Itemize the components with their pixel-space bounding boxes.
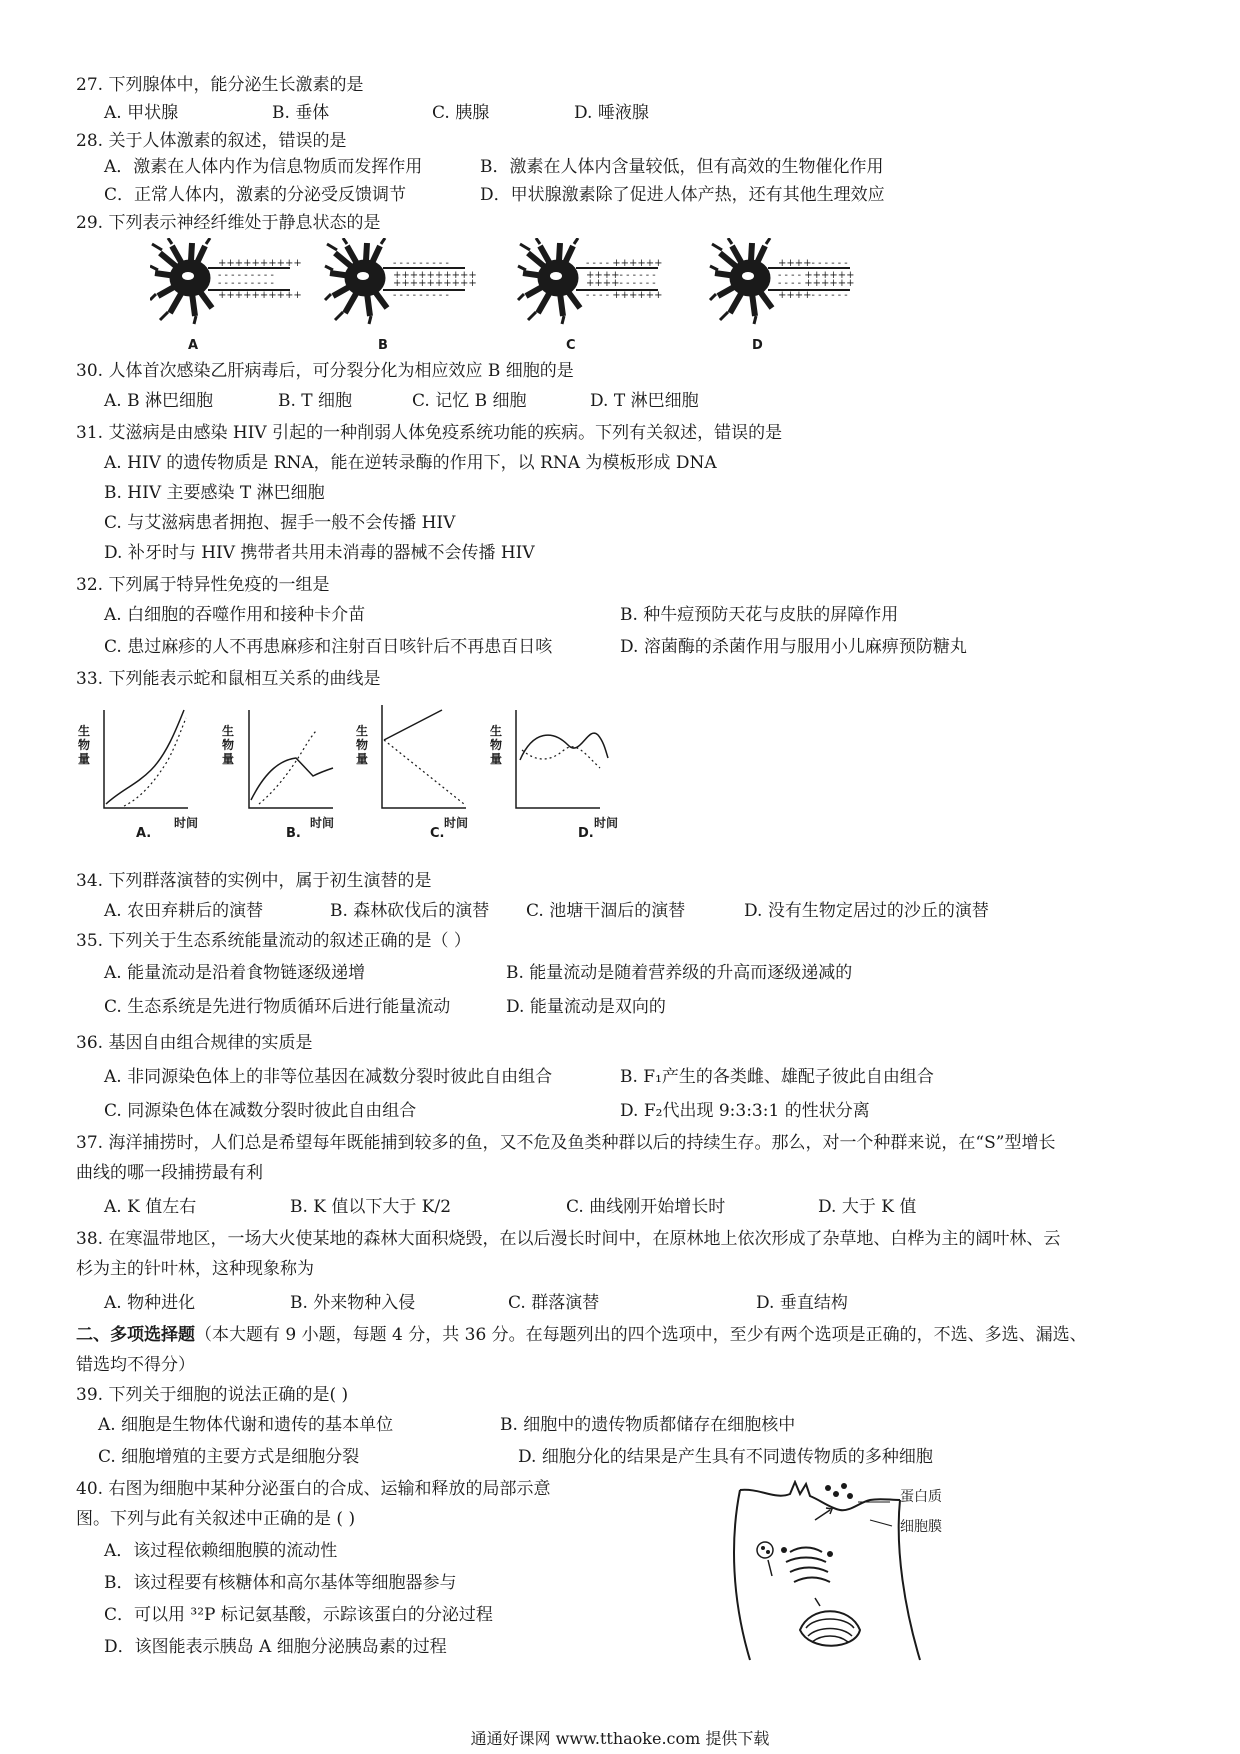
graph-d	[516, 710, 608, 808]
graph-label-c: C.	[430, 826, 445, 841]
section-2-title: 二、多项选择题	[76, 1325, 195, 1345]
neuron-figures	[150, 238, 870, 338]
q34-option-d: D. 没有生物定居过的沙丘的演替	[744, 901, 989, 921]
q30-stem: 30. 人体首次感染乙肝病毒后，可分裂分化为相应效应 B 细胞的是	[76, 361, 574, 381]
q35-stem: 35. 下列关于生态系统能量流动的叙述正确的是（ ）	[76, 931, 471, 951]
q34-stem: 34. 下列群落演替的实例中，属于初生演替的是	[76, 871, 432, 891]
q27-option-c: C. 胰腺	[432, 103, 490, 123]
q40-option-a: A．该过程依赖细胞膜的流动性	[104, 1541, 338, 1561]
q35-option-a: A. 能量流动是沿着食物链逐级递增	[104, 963, 366, 983]
q40-option-c: C．可以用 ³²P 标记氨基酸，示踪该蛋白的分泌过程	[104, 1605, 493, 1625]
svg-text:- - - - - - - - -: - - - - - - - - -	[393, 290, 449, 301]
q37-option-a: A. K 值左右	[104, 1197, 197, 1217]
q38-option-b: B. 外来物种入侵	[290, 1293, 416, 1313]
q39-option-d: D. 细胞分化的结果是产生具有不同遗传物质的多种细胞	[518, 1447, 933, 1467]
q28-option-a: A．激素在人体内作为信息物质而发挥作用	[104, 157, 423, 177]
q28-option-c: C．正常人体内，激素的分泌受反馈调节	[104, 185, 407, 205]
graph-a-ylabel: 生物量	[78, 724, 91, 766]
secretion-cell-diagram	[720, 1480, 980, 1670]
graph-a	[104, 710, 188, 808]
q38-option-a: A. 物种进化	[104, 1293, 196, 1313]
svg-text:- - - - ++++++: - - - - ++++++	[586, 258, 663, 269]
q28-option-d: D．甲状腺激素除了促进人体产热，还有其他生理效应	[480, 185, 885, 205]
graph-d-ylabel: 生物量	[490, 724, 503, 766]
q32-stem: 32. 下列属于特异性免疫的一组是	[76, 575, 330, 595]
q36-option-a: A. 非同源染色体上的非等位基因在减数分裂时彼此自由组合	[104, 1067, 553, 1087]
q37-option-d: D. 大于 K 值	[818, 1197, 917, 1217]
q38-option-c: C. 群落演替	[508, 1293, 600, 1313]
q35-option-c: C. 生态系统是先进行物质循环后进行能量流动	[104, 997, 451, 1017]
q37-option-c: C. 曲线刚开始增长时	[566, 1197, 726, 1217]
q35-option-d: D. 能量流动是双向的	[506, 997, 666, 1017]
neuron-c	[518, 238, 663, 324]
q40-option-d: D．该图能表示胰岛 A 细胞分泌胰岛素的过程	[104, 1637, 447, 1657]
neuron-label-b: B	[378, 338, 388, 353]
q32-option-d: D. 溶菌酶的杀菌作用与服用小儿麻痹预防糖丸	[620, 637, 967, 657]
q39-option-b: B. 细胞中的遗传物质都储存在细胞核中	[500, 1415, 796, 1435]
q36-option-d: D. F₂代出现 9:3:3:1 的性状分离	[620, 1101, 870, 1121]
svg-text:++++++++++: ++++++++++	[218, 290, 302, 301]
q35-option-b: B. 能量流动是随着营养级的升高而逐级递减的	[506, 963, 853, 983]
q38-option-d: D. 垂直结构	[756, 1293, 848, 1313]
q36-stem: 36. 基因自由组合规律的实质是	[76, 1033, 313, 1053]
q39-stem: 39. 下列关于细胞的说法正确的是( )	[76, 1385, 349, 1405]
graph-d-xlabel: 时间	[594, 816, 619, 830]
q28-stem: 28. 关于人体激素的叙述，错误的是	[76, 131, 347, 151]
neuron-a	[150, 238, 302, 324]
q30-option-c: C. 记忆 B 细胞	[412, 391, 527, 411]
q39-option-c: C. 细胞增殖的主要方式是细胞分裂	[98, 1447, 360, 1467]
q34-option-b: B. 森林砍伐后的演替	[330, 901, 490, 921]
page-footer: 通通好课网 www.tthaoke.com 提供下载	[470, 1729, 770, 1748]
graph-c-xlabel: 时间	[444, 816, 469, 830]
neuron-label-d: D	[752, 338, 763, 353]
q33-stem: 33. 下列能表示蛇和鼠相互关系的曲线是	[76, 669, 381, 689]
q37-stem-line1: 37. 海洋捕捞时，人们总是希望每年既能捕到较多的鱼，又不危及鱼类种群以后的持续生存。那么，对一个种群来说，在“S”型增长	[76, 1133, 1056, 1153]
graph-c-ylabel: 生物量	[356, 724, 369, 766]
svg-text:++++++++++: ++++++++++	[218, 258, 302, 269]
q30-option-b: B. T 细胞	[278, 391, 353, 411]
q40-stem-line1: 40. 右图为细胞中某种分泌蛋白的合成、运输和释放的局部示意	[76, 1479, 551, 1499]
svg-text:++++- - - - - -: ++++- - - - - -	[778, 258, 848, 269]
svg-text:++++- - - - - -: ++++- - - - - -	[586, 270, 656, 281]
q29-stem: 29. 下列表示神经纤维处于静息状态的是	[76, 213, 381, 233]
graph-b	[249, 710, 333, 808]
graph-c	[382, 705, 466, 808]
svg-text:- - - - - - - - -: - - - - - - - - -	[393, 258, 449, 269]
q40-option-b: B．该过程要有核糖体和高尔基体等细胞器参与	[104, 1573, 457, 1593]
q27-option-b: B. 垂体	[272, 103, 330, 123]
section-2-header	[76, 1324, 1087, 1346]
neuron-label-a: A	[188, 338, 199, 353]
q34-option-a: A. 农田弃耕后的演替	[104, 901, 264, 921]
q40-stem-line2: 图。下列与此有关叙述中正确的是 ( )	[76, 1509, 356, 1529]
neuron-label-c: C	[566, 338, 576, 353]
q31-stem: 31. 艾滋病是由感染 HIV 引起的一种削弱人体免疫系统功能的疾病。下列有关叙述，错误的是	[76, 423, 783, 443]
q27-stem: 27. 下列腺体中，能分泌生长激素的是	[76, 75, 364, 95]
q31-option-c: C. 与艾滋病患者拥抱、握手一般不会传播 HIV	[104, 513, 456, 533]
svg-text:++++++++++: ++++++++++	[393, 278, 477, 289]
q27-option-a: A. 甲状腺	[104, 103, 179, 123]
q39-option-a: A. 细胞是生物体代谢和遗传的基本单位	[98, 1415, 394, 1435]
q37-option-b: B. K 值以下大于 K/2	[290, 1197, 452, 1217]
diagram-label-protein: 蛋白质	[900, 1489, 942, 1505]
svg-text:- - - - - - - - -: - - - - - - - - -	[218, 278, 274, 289]
graph-label-b: B.	[286, 826, 301, 841]
q34-option-c: C. 池塘干涸后的演替	[526, 901, 686, 921]
q36-option-c: C. 同源染色体在减数分裂时彼此自由组合	[104, 1101, 417, 1121]
svg-text:- - - - ++++++: - - - - ++++++	[778, 270, 855, 281]
section-2-desc: （本大题有 9 小题，每题 4 分，共 36 分。在每题列出的四个选项中，至少有两个选项是正确的，不选、多选、漏选、	[195, 1325, 1087, 1345]
q31-option-a: A. HIV 的遗传物质是 RNA，能在逆转录酶的作用下，以 RNA 为模板形成 DNA	[104, 453, 717, 473]
q38-stem-line1: 38. 在寒温带地区，一场大火使某地的森林大面积烧毁，在以后漫长时间中，在原林地上依次形成了杂草地、白桦为主的阔叶林、云	[76, 1229, 1061, 1249]
population-graphs	[76, 700, 656, 840]
q27-option-d: D. 唾液腺	[574, 103, 649, 123]
svg-text:- - - - ++++++: - - - - ++++++	[778, 278, 855, 289]
q30-option-d: D. T 淋巴细胞	[590, 391, 699, 411]
q36-option-b: B. F₁产生的各类雌、雄配子彼此自由组合	[620, 1067, 934, 1087]
q31-option-d: D. 补牙时与 HIV 携带者共用未消毒的器械不会传播 HIV	[104, 543, 535, 563]
svg-text:++++- - - - - -: ++++- - - - - -	[778, 290, 848, 301]
svg-text:- - - - ++++++: - - - - ++++++	[586, 290, 663, 301]
neuron-b	[325, 238, 477, 324]
diagram-label-membrane: 细胞膜	[900, 1519, 942, 1535]
graph-b-ylabel: 生物量	[222, 724, 235, 766]
q30-option-a: A. B 淋巴细胞	[104, 391, 213, 411]
svg-text:- - - - - - - - -: - - - - - - - - -	[218, 270, 274, 281]
svg-text:++++- - - - - -: ++++- - - - - -	[586, 278, 656, 289]
graph-label-a: A.	[136, 826, 152, 841]
q38-stem-line2: 杉为主的针叶林，这种现象称为	[76, 1259, 314, 1279]
graph-label-d: D.	[578, 826, 594, 841]
svg-text:++++++++++: ++++++++++	[393, 270, 477, 281]
q31-option-b: B. HIV 主要感染 T 淋巴细胞	[104, 483, 325, 503]
q28-option-b: B．激素在人体内含量较低，但有高效的生物催化作用	[480, 157, 884, 177]
q32-option-c: C. 患过麻疹的人不再患麻疹和注射百日咳针后不再患百日咳	[104, 637, 553, 657]
q32-option-a: A. 白细胞的吞噬作用和接种卡介苗	[104, 605, 366, 625]
q32-option-b: B. 种牛痘预防天花与皮肤的屏障作用	[620, 605, 899, 625]
section-2-desc-line2: 错选均不得分）	[76, 1355, 195, 1375]
q37-stem-line2: 曲线的哪一段捕捞最有利	[76, 1163, 263, 1183]
graph-b-xlabel: 时间	[310, 816, 335, 830]
neuron-d	[710, 238, 855, 324]
graph-a-xlabel: 时间	[174, 816, 199, 830]
